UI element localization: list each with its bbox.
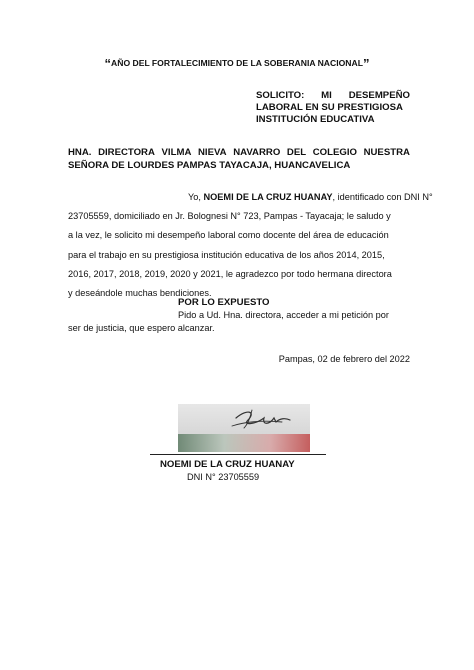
addressee-word: NIEVA (198, 147, 227, 158)
subject-line-2: LABORAL EN SU PRESTIGIOSA (256, 102, 403, 113)
subject-block (256, 90, 410, 126)
open-quote: “ (104, 56, 112, 71)
conclusion-line-1: Pido a Ud. Hna. directora, acceder a mi petición por (178, 310, 389, 320)
subject-word: DESEMPEÑO (348, 90, 410, 101)
body-line-6: y deseándole muchas bendiciones. (68, 288, 212, 299)
handwritten-signature-icon (178, 404, 310, 452)
conclusion-heading: POR LO EXPUESTO (178, 297, 270, 308)
body-line-5: 2016, 2017, 2018, 2019, 2020 y 2021, le agradezco por todo hermana directora (68, 268, 392, 279)
signature-line (150, 454, 326, 455)
applicant-name: NOEMI DE LA CRUZ HUANAY (203, 192, 333, 202)
close-quote: ” (362, 56, 370, 71)
body-line-1 (68, 188, 433, 207)
body-line-1-rest: , identificado con DNI N° (332, 192, 433, 202)
addressee-word: VILMA (161, 147, 192, 158)
addressee-word: NUESTRA (363, 147, 410, 158)
addressee-block (68, 146, 410, 172)
addressee-line-1 (68, 146, 410, 159)
addressee-word: DIRECTORA (98, 147, 155, 158)
signer-name: NOEMI DE LA CRUZ HUANAY (160, 459, 295, 470)
body-intro: Yo, (188, 192, 201, 202)
addressee-line-2: SEÑORA DE LOURDES PAMPAS TAYACAJA, HUANCAVELICA (68, 160, 351, 171)
conclusion-line-2: ser de justicia, que espero alcanzar. (68, 323, 215, 333)
addressee-word: COLEGIO (312, 147, 357, 158)
subject-word: SOLICITO: (256, 90, 305, 101)
year-motto-text: AÑO DEL FORTALECIMIENTO DE LA SOBERANIA NACIONAL (111, 58, 363, 68)
place-date: Pampas, 02 de febrero del 2022 (278, 354, 410, 364)
subject-line-3: INSTITUCIÓN EDUCATIVA (256, 114, 375, 125)
signature-image (178, 404, 310, 452)
subject-word: MI (321, 90, 332, 101)
addressee-word: HNA. (68, 147, 92, 158)
addressee-word: NAVARRO (233, 147, 281, 158)
body-line-3: a la vez, le solicito mi desempeño laboral como docente del área de educación (68, 230, 389, 241)
body-line-2: 23705559, domiciliado en Jr. Bolognesi N° 723, Pampas - Tayacaja; le saludo y (68, 211, 391, 222)
addressee-word: DEL (286, 147, 307, 158)
body-line-4: para el trabajo en su prestigiosa institución educativa de los años 2014, 2015, (68, 249, 385, 260)
subject-line-1 (256, 90, 410, 102)
year-motto (0, 56, 474, 71)
conclusion-paragraph (68, 309, 410, 335)
body-paragraph (68, 188, 433, 303)
signer-id: DNI N° 23705559 (187, 472, 260, 482)
